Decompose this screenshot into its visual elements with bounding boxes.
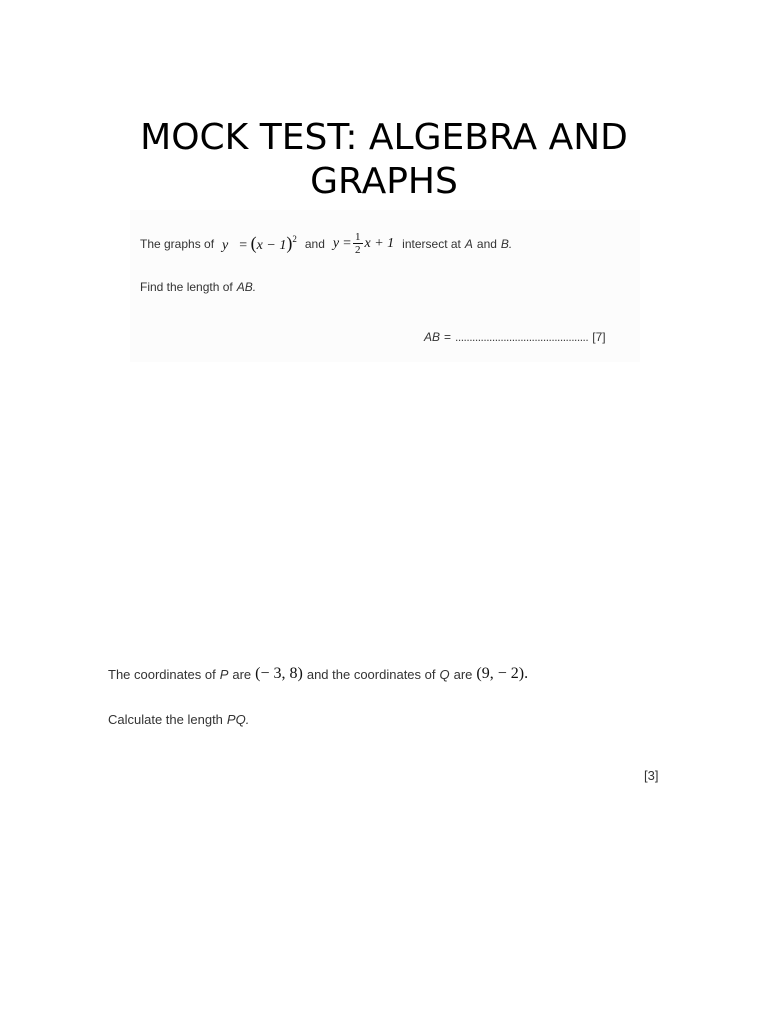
eq2-fraction	[353, 231, 363, 256]
q1-answer-line	[424, 330, 606, 344]
point-b: B.	[500, 237, 513, 251]
eq2-equals: =	[343, 236, 351, 251]
q2-calc-var: PQ.	[226, 712, 250, 727]
q2-coords-pre: The coordinates of	[108, 666, 216, 682]
p-coordinates: (− 3, 8)	[255, 665, 303, 682]
q1-statement	[140, 230, 512, 258]
page-title: MOCK TEST: ALGEBRA AND GRAPHS	[140, 117, 628, 203]
point-a: A	[464, 237, 473, 251]
q1-and: and	[304, 237, 325, 251]
eq2-lhs: y	[332, 236, 340, 251]
eq1-equals: =	[239, 238, 248, 253]
eq2-denominator: 2	[355, 243, 361, 256]
eq2-numerator: 1	[355, 230, 361, 243]
q2-statement	[108, 662, 528, 686]
q2-task	[108, 712, 249, 727]
equation-1	[222, 234, 297, 254]
q2-are-2: are	[453, 666, 473, 682]
answer-equals: =	[444, 330, 452, 344]
eq1-open-paren: (	[250, 233, 257, 253]
q1-marks: [7]	[592, 330, 606, 344]
eq1-exponent: 2	[292, 234, 297, 245]
q1-intro: The graphs of	[140, 237, 215, 251]
eq1-inner: x − 1	[256, 238, 287, 253]
question-2	[102, 656, 662, 786]
q1-find-var: AB.	[236, 280, 257, 294]
q2-mid: and the coordinates of	[306, 666, 436, 682]
q1-find-text: Find the length of	[140, 280, 233, 294]
q2-marks-line	[644, 768, 658, 783]
q-coordinates: (9, − 2).	[476, 665, 529, 682]
q1-outro: intersect at	[402, 237, 461, 251]
question-1	[130, 210, 640, 362]
point-q: Q	[439, 666, 450, 682]
q1-and-2: and	[476, 237, 497, 251]
q2-marks: [3]	[644, 768, 659, 783]
point-p: P	[219, 666, 229, 682]
answer-label: AB	[424, 330, 441, 344]
q2-are-1: are	[232, 666, 252, 682]
q1-task	[140, 280, 256, 294]
eq2-rest: x + 1	[364, 236, 395, 251]
eq1-close-paren: )	[286, 233, 293, 253]
q2-calc-text: Calculate the length	[108, 712, 223, 727]
equation-2	[333, 232, 394, 257]
eq1-lhs: y	[222, 238, 229, 253]
answer-dots: ...............................................	[455, 330, 589, 344]
